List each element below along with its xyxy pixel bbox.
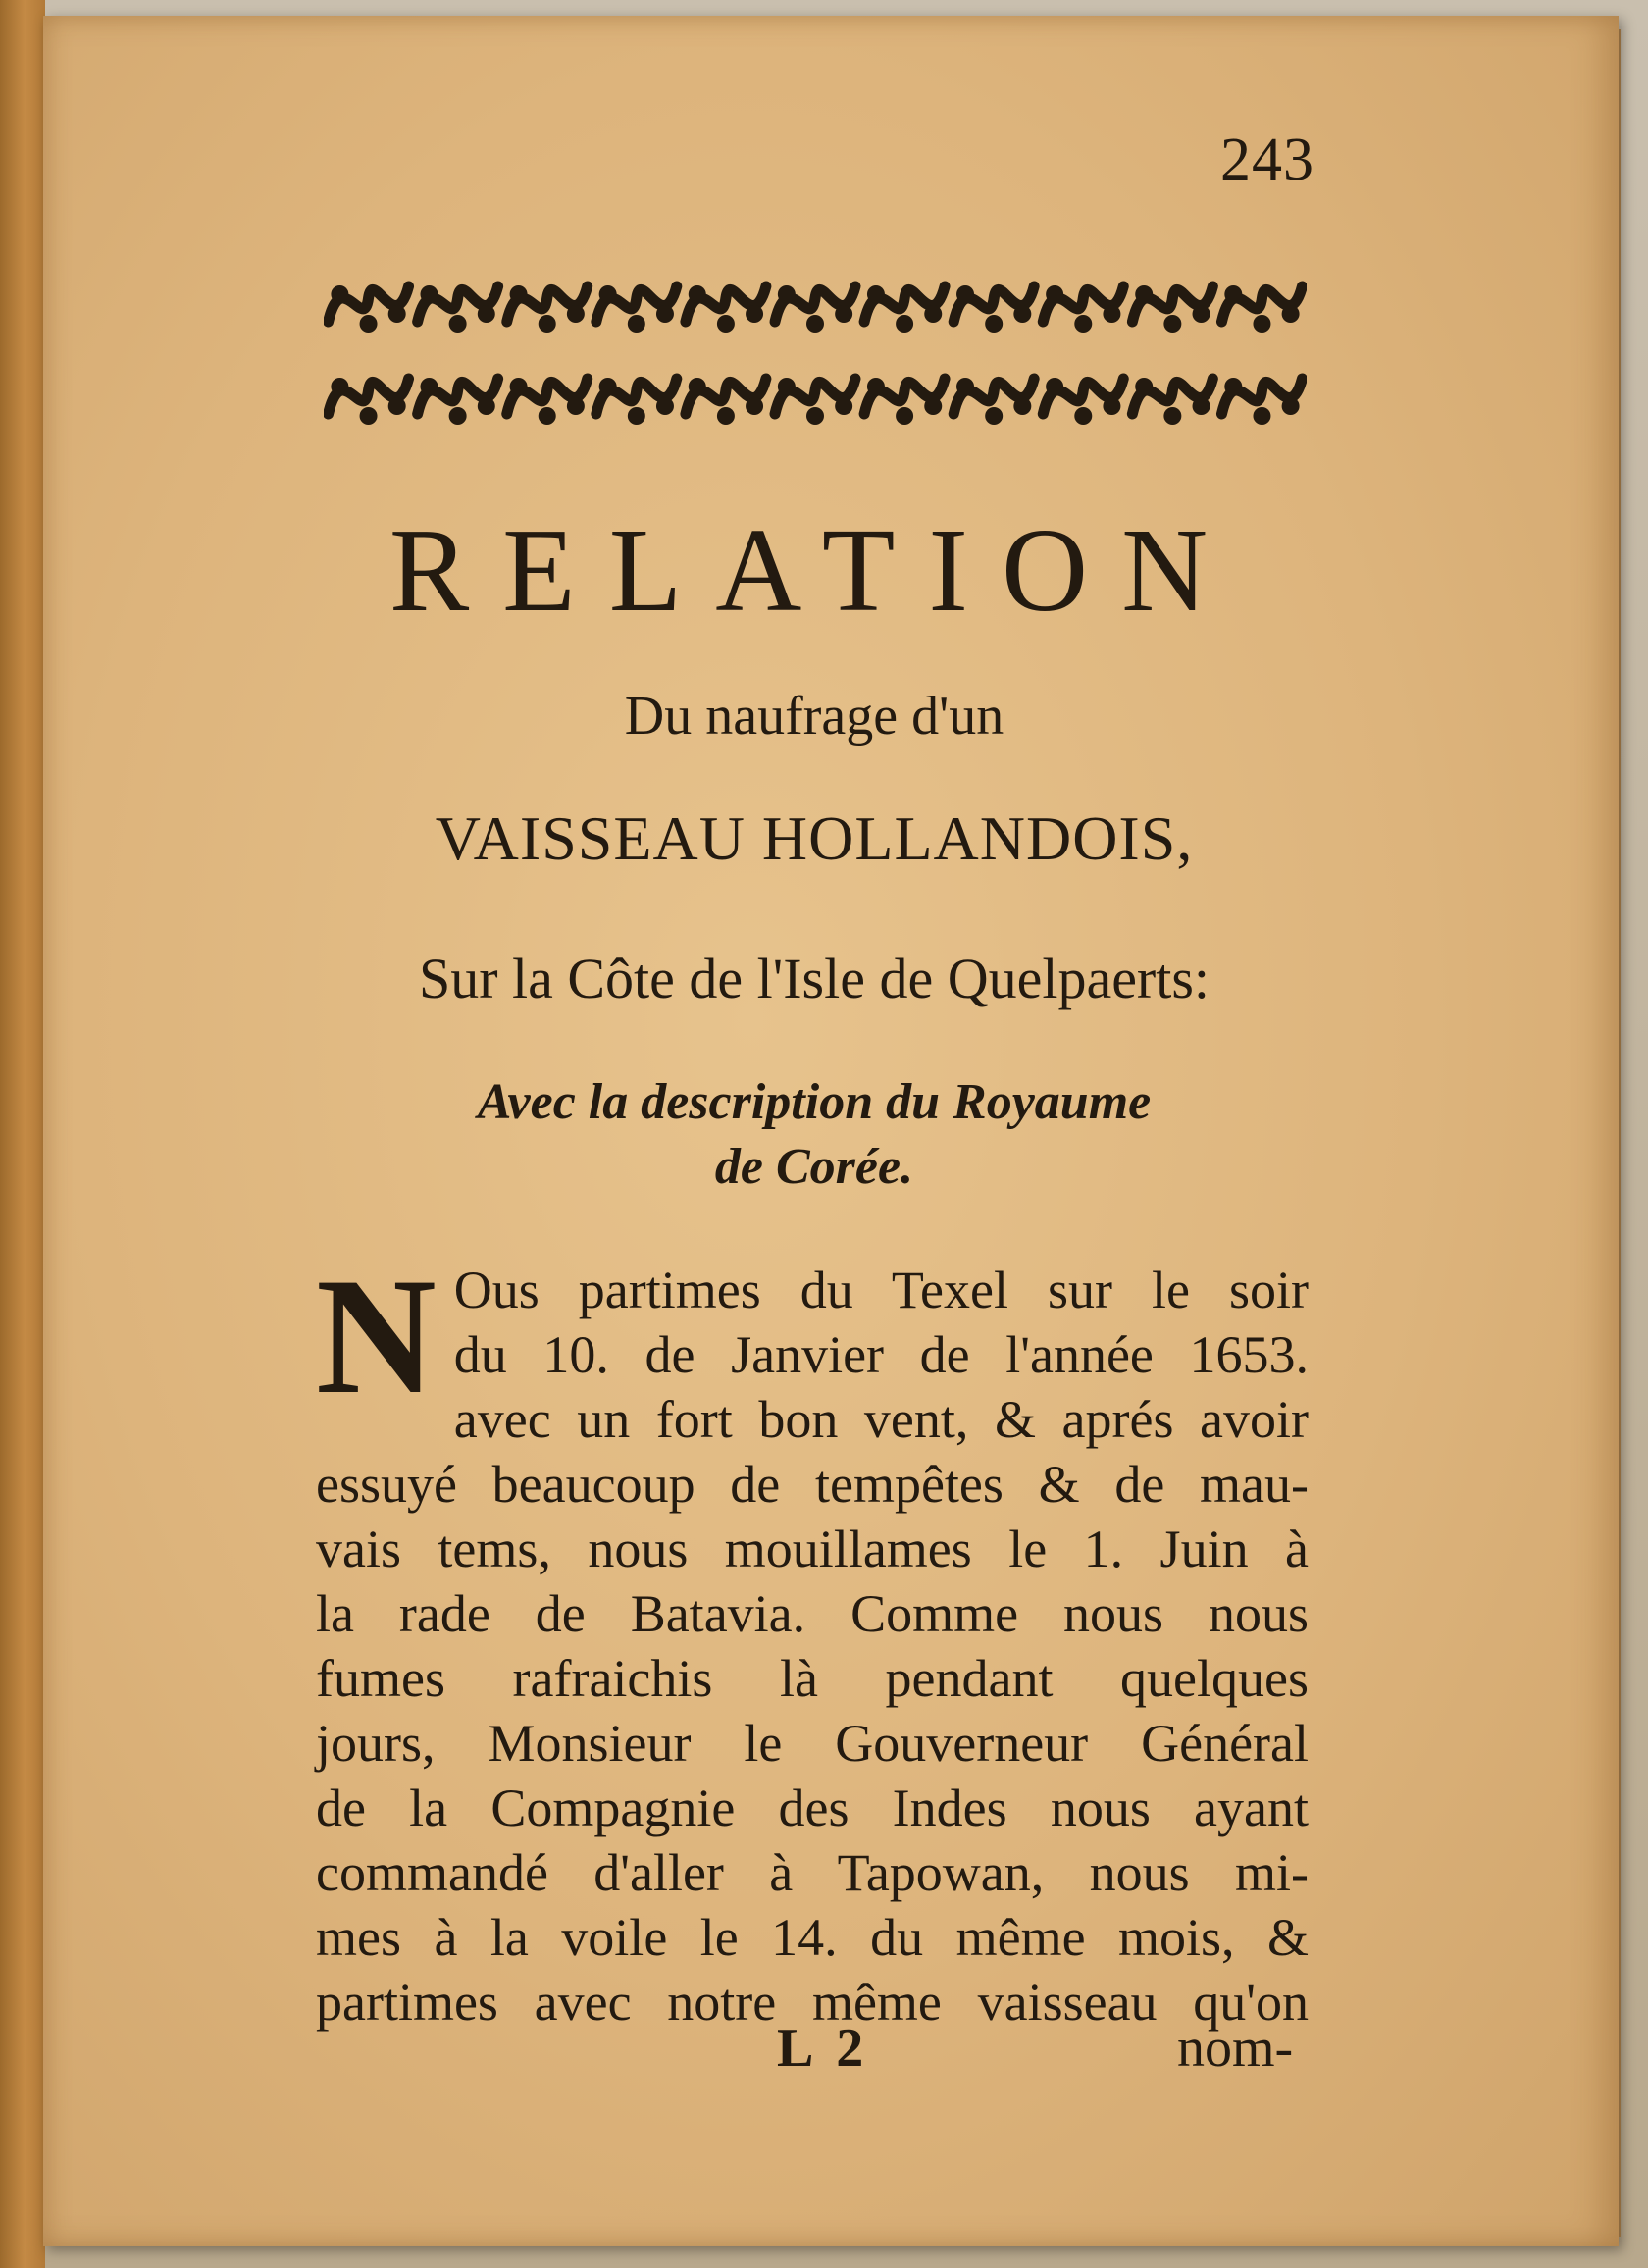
- ornament-motif: [686, 378, 766, 425]
- subtitle-line-1: Du naufrage d'un: [624, 686, 1004, 747]
- ornament-motif: [775, 285, 855, 333]
- ornament-motif: [864, 285, 945, 333]
- body-line: jours, Monsieur le Gouverneur Général: [316, 1714, 1309, 1773]
- ornament-motif: [329, 378, 409, 425]
- ornament-motif: [1043, 285, 1123, 333]
- ornament-motif: [1132, 378, 1212, 425]
- ornament-motif: [953, 285, 1034, 333]
- ornament-motif: [418, 285, 498, 333]
- body-line: Ous partimes du Texel sur le soir: [453, 1261, 1309, 1319]
- body-line: du 10. de Janvier de l'année 1653.: [453, 1325, 1309, 1384]
- ornament-motif: [1043, 378, 1123, 425]
- body-line: la rade de Batavia. Comme nous nous: [316, 1584, 1309, 1643]
- ornament-motif: [1132, 285, 1212, 333]
- body-text: [316, 1244, 1309, 2035]
- ornament-motif: [1221, 285, 1302, 333]
- body-line: commandé d'aller à Tapowan, nous mi-: [316, 1843, 1309, 1902]
- subtitle-line-4: Avec la description du Royaume: [477, 1074, 1152, 1130]
- body-line: avec un fort bon vent, & aprés avoir: [453, 1390, 1309, 1449]
- decorative-headpiece: [324, 253, 1307, 445]
- subtitle-line-3: Sur la Côte de l'Isle de Quelpaerts:: [418, 947, 1210, 1010]
- subtitle-line-2: VAISSEAU HOLLANDOIS,: [435, 803, 1194, 873]
- ornament-motif: [596, 378, 677, 425]
- catchword: nom-: [1177, 2018, 1294, 2079]
- ornament-row: [329, 285, 1303, 425]
- ornament-motif: [507, 285, 588, 333]
- ornament-motif: [775, 378, 855, 425]
- body-line: fumes rafraichis là pendant quelques: [316, 1649, 1309, 1708]
- ornament-motif: [953, 378, 1034, 425]
- body-line: mes à la voile le 14. du même mois, &: [316, 1908, 1309, 1967]
- ornament-motif: [329, 285, 409, 333]
- book-spine: [0, 0, 45, 2268]
- page-number: 243: [1220, 127, 1314, 193]
- ornament-motif: [1221, 378, 1302, 425]
- body-line: partimes avec notre même vaisseau qu'on: [316, 1973, 1309, 2032]
- signature-mark: L 2: [777, 2018, 870, 2079]
- ornament-motif: [596, 285, 677, 333]
- page-title: RELATION: [388, 504, 1242, 637]
- subtitle-line-5: de Corée.: [714, 1139, 914, 1195]
- drop-cap: N: [316, 1244, 437, 1428]
- body-line: essuyé beaucoup de tempêtes & de mau-: [316, 1455, 1309, 1514]
- ornament-motif: [686, 285, 766, 333]
- ornament-motif: [507, 378, 588, 425]
- ornament-motif: [864, 378, 945, 425]
- body-line: vais tems, nous mouillames le 1. Juin à: [316, 1520, 1309, 1578]
- body-line: de la Compagnie des Indes nous ayant: [316, 1778, 1309, 1837]
- ornament-motif: [418, 378, 498, 425]
